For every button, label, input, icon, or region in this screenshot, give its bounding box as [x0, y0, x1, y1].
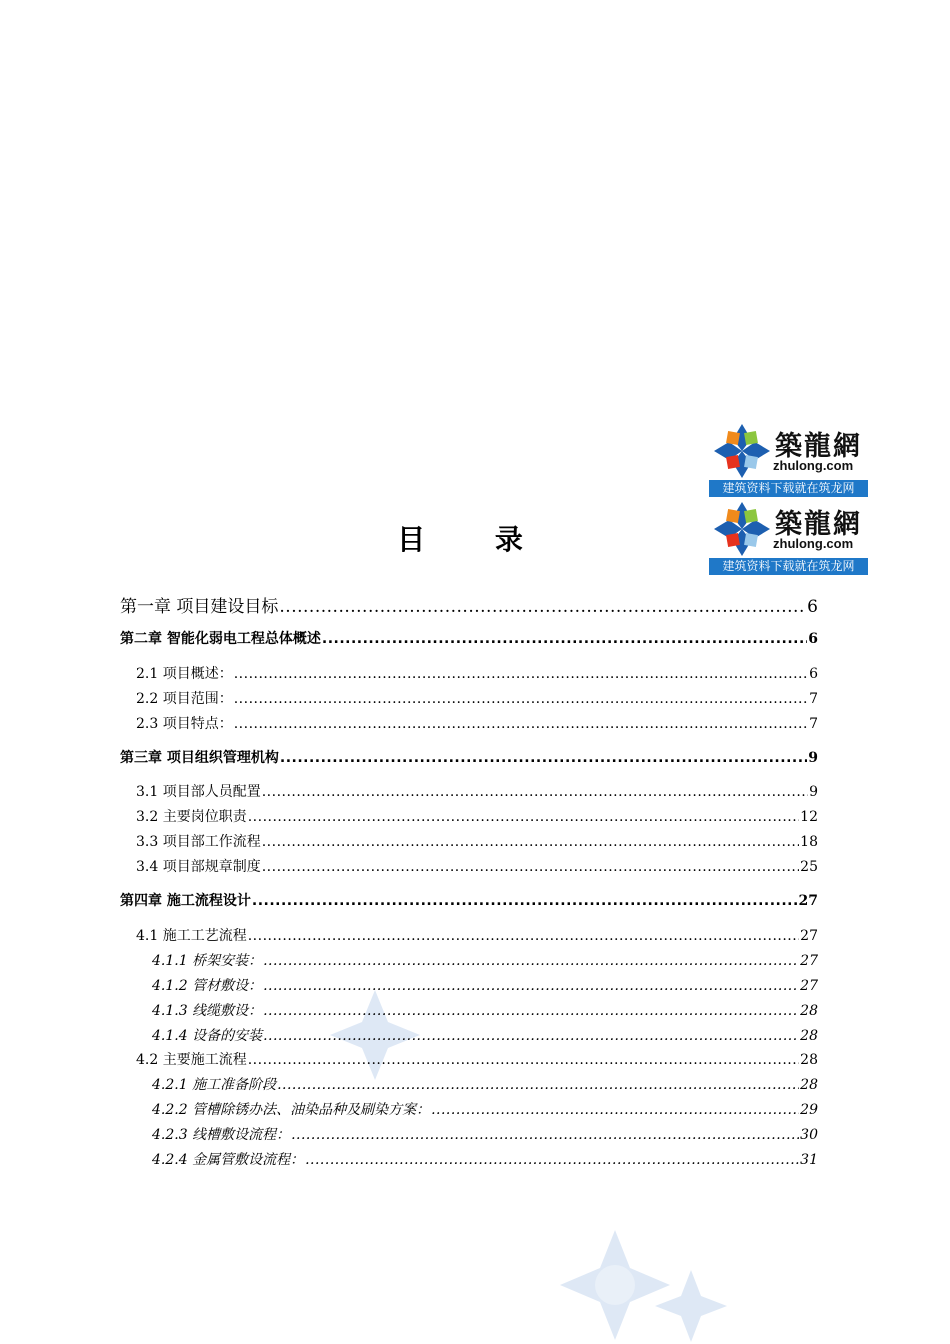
- logo-slogan: 建筑资料下载就在筑龙网: [709, 480, 868, 497]
- toc-leader: [263, 978, 799, 994]
- toc-leader: [252, 893, 798, 909]
- toc-entry-label: 4.1.2 管材敷设：: [152, 978, 263, 994]
- toc-entry-label: 2.3 项目特点：: [136, 716, 233, 732]
- toc-leader: [322, 631, 807, 647]
- toc-entry-label: 4.1.4 设备的安装: [152, 1028, 263, 1044]
- toc-entry-label: 第一章 项目建设目标: [120, 597, 279, 617]
- toc-leader: [248, 1052, 799, 1068]
- toc-leader: [291, 1127, 799, 1143]
- toc-leader: [234, 666, 808, 682]
- toc-leader: [262, 834, 799, 850]
- toc-leader: [234, 716, 808, 732]
- toc-leader: [431, 1102, 799, 1118]
- toc-entry-page: 25: [800, 859, 818, 875]
- toc-entry-label: 3.3 项目部工作流程: [136, 834, 261, 850]
- toc-entry[interactable]: [152, 950, 818, 970]
- toc-entry-page: 6: [809, 666, 818, 682]
- toc-leader: [262, 859, 799, 875]
- toc-leader: [234, 691, 808, 707]
- toc-entry[interactable]: [152, 1025, 818, 1045]
- toc-leader: [305, 1152, 799, 1168]
- toc-entry-page: 27: [800, 953, 818, 969]
- toc-leader: [263, 953, 799, 969]
- toc-entry[interactable]: [152, 1124, 818, 1144]
- toc-entry-label: 第四章 施工流程设计: [120, 893, 251, 909]
- toc-leader: [277, 1077, 799, 1093]
- toc-entry-page: 28: [800, 1028, 818, 1044]
- logo-slogan: 建筑资料下载就在筑龙网: [709, 558, 868, 575]
- toc-entry-page: 31: [800, 1152, 818, 1168]
- toc-entry[interactable]: [120, 890, 818, 910]
- toc-entry-page: 9: [808, 750, 818, 766]
- toc-entry-page: 30: [800, 1127, 818, 1143]
- toc-entry-label: 4.2.1 施工准备阶段: [152, 1077, 277, 1093]
- toc-entry[interactable]: [136, 806, 818, 826]
- logo-chinese-name: 築龍網: [775, 431, 862, 462]
- toc-entry-label: 4.2.3 线槽敷设流程：: [152, 1127, 291, 1143]
- toc-entry-label: 4.1.1 桥架安装：: [152, 953, 263, 969]
- toc-entry-page: 28: [800, 1077, 818, 1093]
- toc-entry[interactable]: [152, 1000, 818, 1020]
- toc-entry-label: 4.2 主要施工流程: [136, 1052, 247, 1068]
- toc-entry-label: 3.2 主要岗位职责: [136, 809, 247, 825]
- toc-entry[interactable]: [136, 856, 818, 876]
- toc-leader: [262, 784, 808, 800]
- toc-entry[interactable]: [152, 1074, 818, 1094]
- toc-entry-label: 4.2.4 金属管敷设流程：: [152, 1152, 305, 1168]
- toc-entry-page: 28: [800, 1003, 818, 1019]
- toc-leader: [263, 1003, 799, 1019]
- toc-entry[interactable]: [136, 781, 818, 801]
- toc-entry-page: 12: [800, 809, 818, 825]
- page-title: 目 录: [397, 523, 553, 556]
- toc-leader: [248, 809, 799, 825]
- toc-leader: [279, 597, 806, 617]
- toc-entry[interactable]: [120, 592, 818, 617]
- toc-entry-page: 6: [808, 631, 818, 647]
- toc-leader: [263, 1028, 799, 1044]
- toc-entry-label: 3.1 项目部人员配置: [136, 784, 261, 800]
- toc-entry[interactable]: [136, 688, 818, 708]
- toc-entry-label: 第二章 智能化弱电工程总体概述: [120, 631, 321, 647]
- toc-leader: [280, 750, 807, 766]
- toc-entry[interactable]: [120, 747, 818, 767]
- toc-entry[interactable]: [120, 628, 818, 648]
- toc-entry[interactable]: [152, 1149, 818, 1169]
- toc-entry-label: 4.1.3 线缆敷设：: [152, 1003, 263, 1019]
- toc-entry-label: 2.2 项目范围：: [136, 691, 233, 707]
- toc-entry-page: 6: [807, 597, 818, 617]
- toc-entry[interactable]: [136, 925, 818, 945]
- toc-entry-page: 7: [809, 716, 818, 732]
- toc-entry-page: 9: [809, 784, 818, 800]
- toc-entry-page: 18: [800, 834, 818, 850]
- toc-entry-page: 28: [800, 1052, 818, 1068]
- toc-entry[interactable]: [136, 1049, 818, 1069]
- toc-entry[interactable]: [136, 663, 818, 683]
- logo-english-name: zhulong.com: [773, 458, 854, 473]
- toc-entry-label: 4.1 施工工艺流程: [136, 928, 247, 944]
- toc-entry-label: 4.2.2 管槽除锈办法、油染品种及刷染方案：: [152, 1102, 431, 1118]
- toc-entry[interactable]: [152, 1099, 818, 1119]
- toc-entry-label: 3.4 项目部规章制度: [136, 859, 261, 875]
- logo-chinese-name: 築龍網: [775, 509, 862, 540]
- toc-entry-label: 2.1 项目概述：: [136, 666, 233, 682]
- toc-leader: [248, 928, 799, 944]
- toc-entry-label: 第三章 项目组织管理机构: [120, 750, 279, 766]
- toc-entry-page: 27: [800, 978, 818, 994]
- toc-entry[interactable]: [152, 975, 818, 995]
- toc-entry-page: 27: [798, 893, 818, 909]
- toc-entry[interactable]: [136, 831, 818, 851]
- toc-entry-page: 7: [809, 691, 818, 707]
- toc-entry-page: 29: [800, 1102, 818, 1118]
- toc-entry-page: 27: [800, 928, 818, 944]
- toc-entry[interactable]: [136, 713, 818, 733]
- logo-english-name: zhulong.com: [773, 536, 854, 551]
